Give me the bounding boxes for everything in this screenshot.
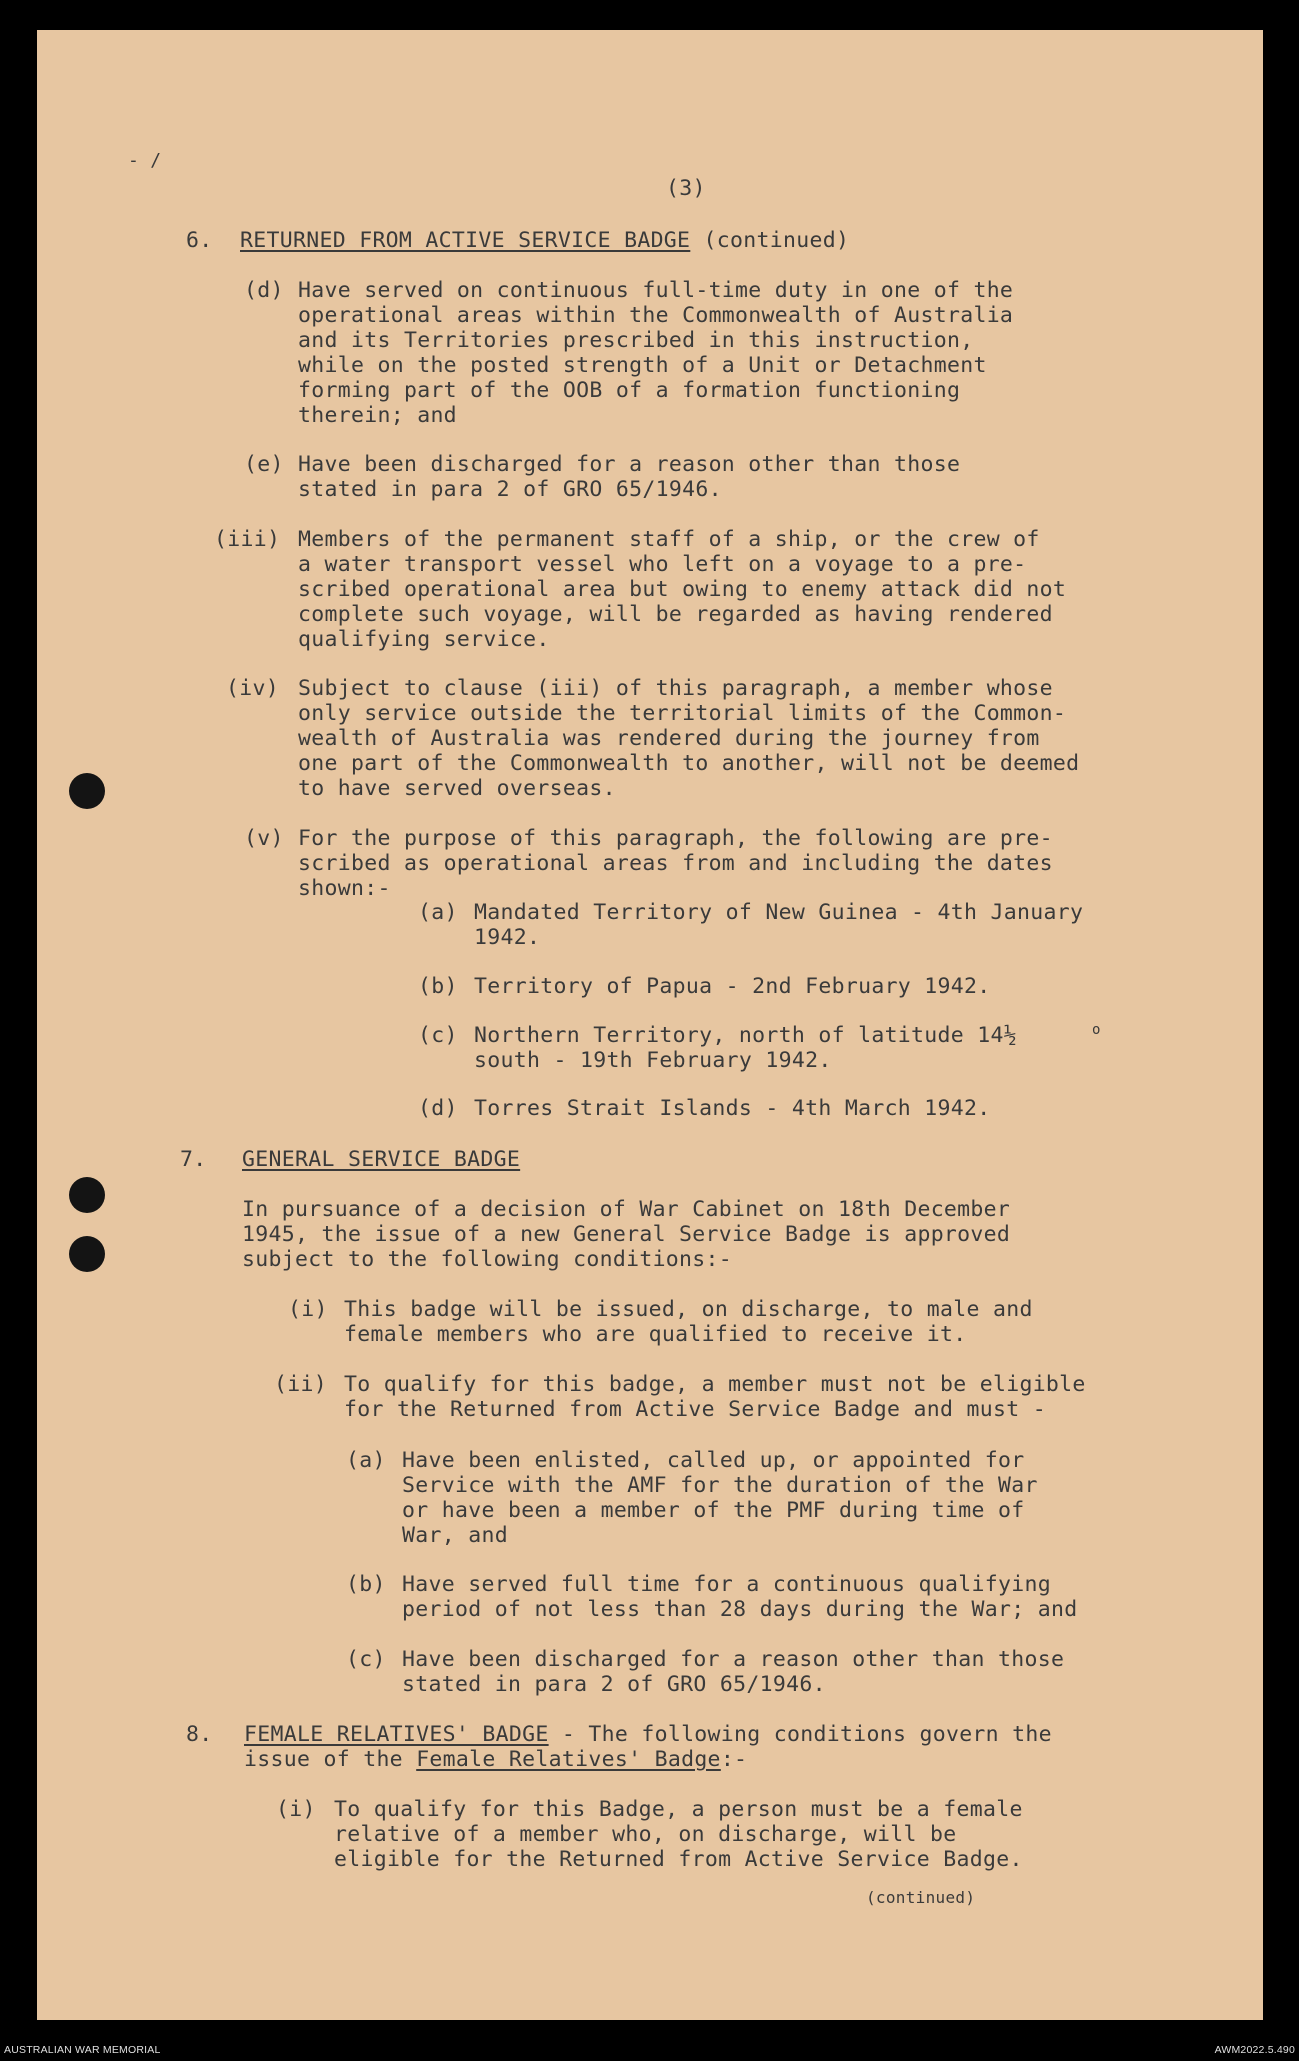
section-6-number: 6. — [186, 228, 213, 253]
item-iii-label: (iii) — [214, 527, 281, 552]
s7-item-i-text: This badge will be issued, on discharge, to male and female members who are qualified to receive it. — [344, 1297, 1033, 1347]
section-8-heading-rest: - The following conditions govern the — [548, 1722, 1052, 1747]
area-d-label: (d) — [418, 1096, 458, 1121]
section-8-badge-name: Female Relatives' Badge — [416, 1747, 721, 1772]
section-8-heading — [244, 1722, 1052, 1747]
page-number: (3) — [666, 176, 706, 201]
footer-reference: AWM2022.5.490 — [1214, 2044, 1295, 2056]
area-a-text: Mandated Territory of New Guinea - 4th January 1942. — [474, 900, 1084, 950]
punch-hole — [69, 773, 105, 809]
area-b-text: Territory of Papua - 2nd February 1942. — [474, 974, 991, 999]
s7-item-i-label: (i) — [288, 1297, 328, 1322]
s7-item-ii-label: (ii) — [274, 1372, 327, 1397]
s8-item-i-text: To qualify for this Badge, a person must be a female relative of a member who, on discharge, will be eligible for the Returned from Active Service Badge. — [334, 1797, 1023, 1872]
section-8-line2-start: issue of the — [244, 1747, 417, 1772]
area-b-label: (b) — [418, 974, 458, 999]
punch-hole — [69, 1177, 105, 1213]
section-7-number: 7. — [180, 1147, 207, 1172]
section-8-number: 8. — [186, 1722, 213, 1747]
s7-cond-b-label: (b) — [346, 1572, 386, 1597]
punch-hole — [69, 1236, 105, 1272]
item-d-text: Have served on continuous full-time duty in one of the operational areas within the Commonwealth of Australia and its Territories prescribed in this instruction, while on the posted strength of a Unit or Detachment forming part of the OOB of a formation functioning therein; and — [298, 278, 1014, 428]
area-d-text: Torres Strait Islands - 4th March 1942. — [474, 1096, 991, 1121]
s8-item-i-label: (i) — [276, 1797, 316, 1822]
item-v-label: (v) — [244, 826, 284, 851]
area-c-label: (c) — [418, 1023, 458, 1048]
item-d-label: (d) — [244, 278, 284, 303]
s7-cond-b-text: Have served full time for a continuous qualifying period of not less than 28 days during the War; and — [402, 1572, 1078, 1622]
section-7-intro: In pursuance of a decision of War Cabinet on 18th December 1945, the issue of a new General Service Badge is approved subject to the following conditions:- — [242, 1197, 1011, 1272]
item-iii-text: Members of the permanent staff of a ship, or the crew of a water transport vessel who left on a voyage to a pre- scribed operational area but owing to enemy attack did not complete such voyage, will be regarded as having rendered qualifying service. — [298, 527, 1067, 652]
s7-cond-c-label: (c) — [346, 1647, 386, 1672]
item-iv-text: Subject to clause (iii) of this paragraph, a member whose only service outside the territorial limits of the Common- wealth of Australia was rendered during the journey from one part of the Commonwealth to another, will not be deemed to have served overseas. — [298, 676, 1080, 801]
section-7-title: GENERAL SERVICE BADGE — [242, 1147, 521, 1172]
section-8-line2-end: :- — [720, 1747, 748, 1772]
s7-cond-a-text: Have been enlisted, called up, or appointed for Service with the AMF for the duration of the War or have been a member of the PMF during time of War, and — [402, 1448, 1038, 1548]
s7-cond-a-label: (a) — [346, 1448, 386, 1473]
item-v-text: For the purpose of this paragraph, the following are pre- scribed as operational areas from and including the dates shown:- — [298, 826, 1053, 901]
section-8-title: FEMALE RELATIVES' BADGE — [244, 1722, 549, 1747]
s7-item-ii-text: To qualify for this badge, a member must not be eligible for the Returned from Active Service Badge and must - — [344, 1372, 1086, 1422]
section-6-continued: (continued) — [690, 228, 850, 253]
degree-symbol: o — [1092, 1022, 1101, 1038]
item-e-label: (e) — [244, 452, 284, 477]
area-a-label: (a) — [418, 900, 458, 925]
footer-institution: AUSTRALIAN WAR MEMORIAL — [4, 2044, 161, 2056]
section-8-line2 — [244, 1747, 747, 1772]
section-6-heading — [240, 228, 849, 253]
catchword: (continued) — [866, 1888, 976, 1907]
section-6-title: RETURNED FROM ACTIVE SERVICE BADGE — [240, 228, 691, 253]
s7-cond-c-text: Have been discharged for a reason other than those stated in para 2 of GRO 65/1946. — [402, 1647, 1065, 1697]
area-c-text: Northern Territory, north of latitude 14½ south - 19th February 1942. — [474, 1023, 1018, 1073]
item-iv-label: (iv) — [226, 676, 279, 701]
item-e-text: Have been discharged for a reason other than those stated in para 2 of GRO 65/1946. — [298, 452, 961, 502]
margin-mark: - / — [128, 150, 162, 171]
